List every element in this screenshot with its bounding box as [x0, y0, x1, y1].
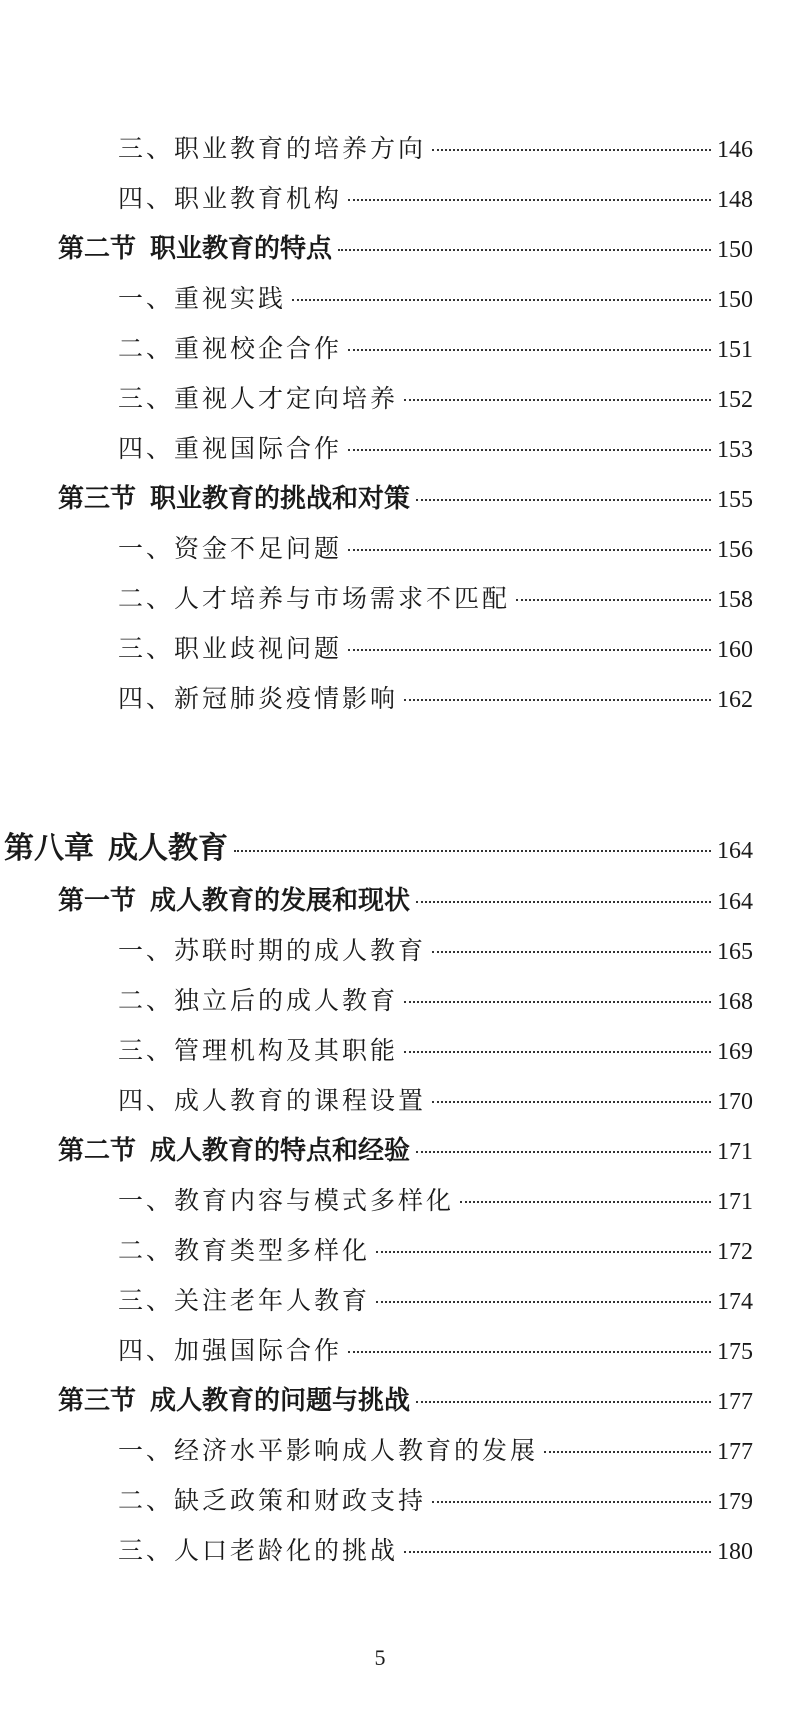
dot-leader: [292, 299, 711, 301]
toc-entry[interactable]: [118, 586, 753, 612]
toc-entry-page: 170: [717, 1089, 753, 1115]
toc-entry-title: 三、关注老年人教育: [118, 1286, 371, 1315]
toc-section-title: [58, 486, 410, 512]
toc-entry-title: 四、重视国际合作: [118, 434, 343, 463]
toc-entry[interactable]: [118, 1438, 753, 1464]
toc-entry[interactable]: [118, 286, 753, 312]
toc-entry-page: 168: [717, 989, 753, 1015]
toc-section-entry[interactable]: [58, 486, 753, 512]
toc-entry[interactable]: [118, 686, 753, 712]
toc-entry-page: 174: [717, 1289, 753, 1315]
toc-entry-title: 三、重视人才定向培养: [118, 384, 399, 413]
toc-entry-page: 171: [717, 1139, 753, 1165]
page-number: 5: [374, 1645, 386, 1670]
dot-leader: [432, 1501, 711, 1503]
dot-leader: [348, 199, 711, 201]
toc-chapter-entry[interactable]: [4, 831, 753, 866]
dot-leader: [348, 349, 711, 351]
toc-entry[interactable]: [118, 386, 753, 412]
toc-entry[interactable]: [118, 536, 753, 562]
toc-entry-title: 一、苏联时期的成人教育: [118, 936, 427, 965]
toc-entry-title: 三、管理机构及其职能: [118, 1036, 399, 1065]
section-label: 第二节: [58, 1136, 137, 1166]
dot-leader: [376, 1301, 711, 1303]
toc-entry-page: 150: [717, 237, 753, 263]
toc-entry-page: 150: [717, 287, 753, 313]
section-title-text: 成人教育的问题与挑战: [150, 1386, 411, 1416]
toc-entry-title: 一、教育内容与模式多样化: [118, 1186, 455, 1215]
toc-entry-page: 146: [717, 137, 753, 163]
toc-entry-title: 一、资金不足问题: [118, 534, 343, 563]
section-label: 第三节: [58, 484, 137, 514]
toc-entry[interactable]: [118, 636, 753, 662]
toc-section-title: [58, 1388, 410, 1414]
toc-entry-title: 四、成人教育的课程设置: [118, 1086, 427, 1115]
section-label: 第三节: [58, 1386, 137, 1416]
dot-leader: [404, 1551, 711, 1553]
toc-entry[interactable]: [118, 336, 753, 362]
section-title-text: 职业教育的挑战和对策: [150, 484, 411, 514]
toc-entry-page: 152: [717, 387, 753, 413]
dot-leader: [416, 1151, 711, 1153]
dot-leader: [432, 149, 711, 151]
toc-entry-page: 151: [717, 337, 753, 363]
toc-entry-title: 一、重视实践: [118, 284, 287, 313]
toc-entry-page: 177: [717, 1439, 753, 1465]
dot-leader: [338, 249, 711, 251]
toc-entry-page: 180: [717, 1539, 753, 1565]
dot-leader: [432, 951, 711, 953]
dot-leader: [348, 549, 711, 551]
toc-section-title: [58, 888, 410, 914]
dot-leader: [348, 1351, 711, 1353]
toc-entry-title: 三、职业教育的培养方向: [118, 134, 427, 163]
toc-entry[interactable]: [118, 988, 753, 1014]
toc-entry-page: 164: [717, 889, 753, 915]
dot-leader: [348, 449, 711, 451]
dot-leader: [348, 649, 711, 651]
toc-entry[interactable]: [118, 186, 753, 212]
toc-entry-page: 164: [717, 838, 753, 864]
dot-leader: [404, 699, 711, 701]
toc-entry-title: 三、职业歧视问题: [118, 634, 343, 663]
toc-entry[interactable]: [118, 436, 753, 462]
toc-entry-page: 172: [717, 1239, 753, 1265]
toc-entry-page: 175: [717, 1339, 753, 1365]
toc-entry-title: 四、新冠肺炎疫情影响: [118, 684, 399, 713]
toc-entry-title: 四、加强国际合作: [118, 1336, 343, 1365]
toc-entry[interactable]: [118, 1538, 753, 1564]
chapter-title-text: 成人教育: [108, 831, 228, 866]
dot-leader: [460, 1201, 711, 1203]
toc-entry[interactable]: [118, 1238, 753, 1264]
dot-leader: [416, 901, 711, 903]
toc-entry-title: 三、人口老龄化的挑战: [118, 1536, 399, 1565]
section-label: 第一节: [58, 886, 137, 916]
toc-section-entry[interactable]: [58, 236, 753, 262]
toc-section-entry[interactable]: [58, 1388, 753, 1414]
toc-entry[interactable]: [118, 1188, 753, 1214]
toc-entry[interactable]: [118, 1038, 753, 1064]
dot-leader: [404, 1001, 711, 1003]
toc-entry-title: 二、独立后的成人教育: [118, 986, 399, 1015]
toc-entry[interactable]: [118, 938, 753, 964]
section-title-text: 成人教育的发展和现状: [150, 886, 411, 916]
toc-section-title: [58, 1138, 410, 1164]
toc-entry-title: 四、职业教育机构: [118, 184, 343, 213]
toc-section-entry[interactable]: [58, 888, 753, 914]
toc-entry[interactable]: [118, 1338, 753, 1364]
dot-leader: [404, 1051, 711, 1053]
toc-entry[interactable]: [118, 1288, 753, 1314]
chapter-label: 第八章: [4, 831, 94, 866]
toc-entry-page: 169: [717, 1039, 753, 1065]
toc-entry-title: 二、人才培养与市场需求不匹配: [118, 584, 511, 613]
toc-entry-page: 158: [717, 587, 753, 613]
toc-entry-page: 162: [717, 687, 753, 713]
toc-entry-page: 148: [717, 187, 753, 213]
dot-leader: [376, 1251, 711, 1253]
toc-entry-title: 二、缺乏政策和财政支持: [118, 1486, 427, 1515]
toc-entry-page: 155: [717, 487, 753, 513]
toc-section-title: [58, 236, 332, 262]
section-title-text: 成人教育的特点和经验: [150, 1136, 411, 1166]
section-label: 第二节: [58, 234, 137, 264]
dot-leader: [404, 399, 711, 401]
toc-entry-page: 177: [717, 1389, 753, 1415]
toc-entry[interactable]: [118, 1088, 753, 1114]
toc-entry-page: 156: [717, 537, 753, 563]
dot-leader: [416, 1401, 711, 1403]
dot-leader: [544, 1451, 711, 1453]
dot-leader: [234, 850, 711, 852]
dot-leader: [516, 599, 711, 601]
toc-entry-page: 153: [717, 437, 753, 463]
toc-entry[interactable]: [118, 136, 753, 162]
toc-entry[interactable]: [118, 1488, 753, 1514]
toc-entry-title: 一、经济水平影响成人教育的发展: [118, 1436, 539, 1465]
toc-entry-page: 179: [717, 1489, 753, 1515]
dot-leader: [416, 499, 711, 501]
toc-entry-page: 160: [717, 637, 753, 663]
toc-chapter-title: [4, 831, 228, 866]
toc-entry-page: 165: [717, 939, 753, 965]
toc-entry-title: 二、教育类型多样化: [118, 1236, 371, 1265]
toc-entry-page: 171: [717, 1189, 753, 1215]
toc-section-entry[interactable]: [58, 1138, 753, 1164]
section-title-text: 职业教育的特点: [150, 234, 333, 264]
toc-entry-title: 二、重视校企合作: [118, 334, 343, 363]
dot-leader: [432, 1101, 711, 1103]
